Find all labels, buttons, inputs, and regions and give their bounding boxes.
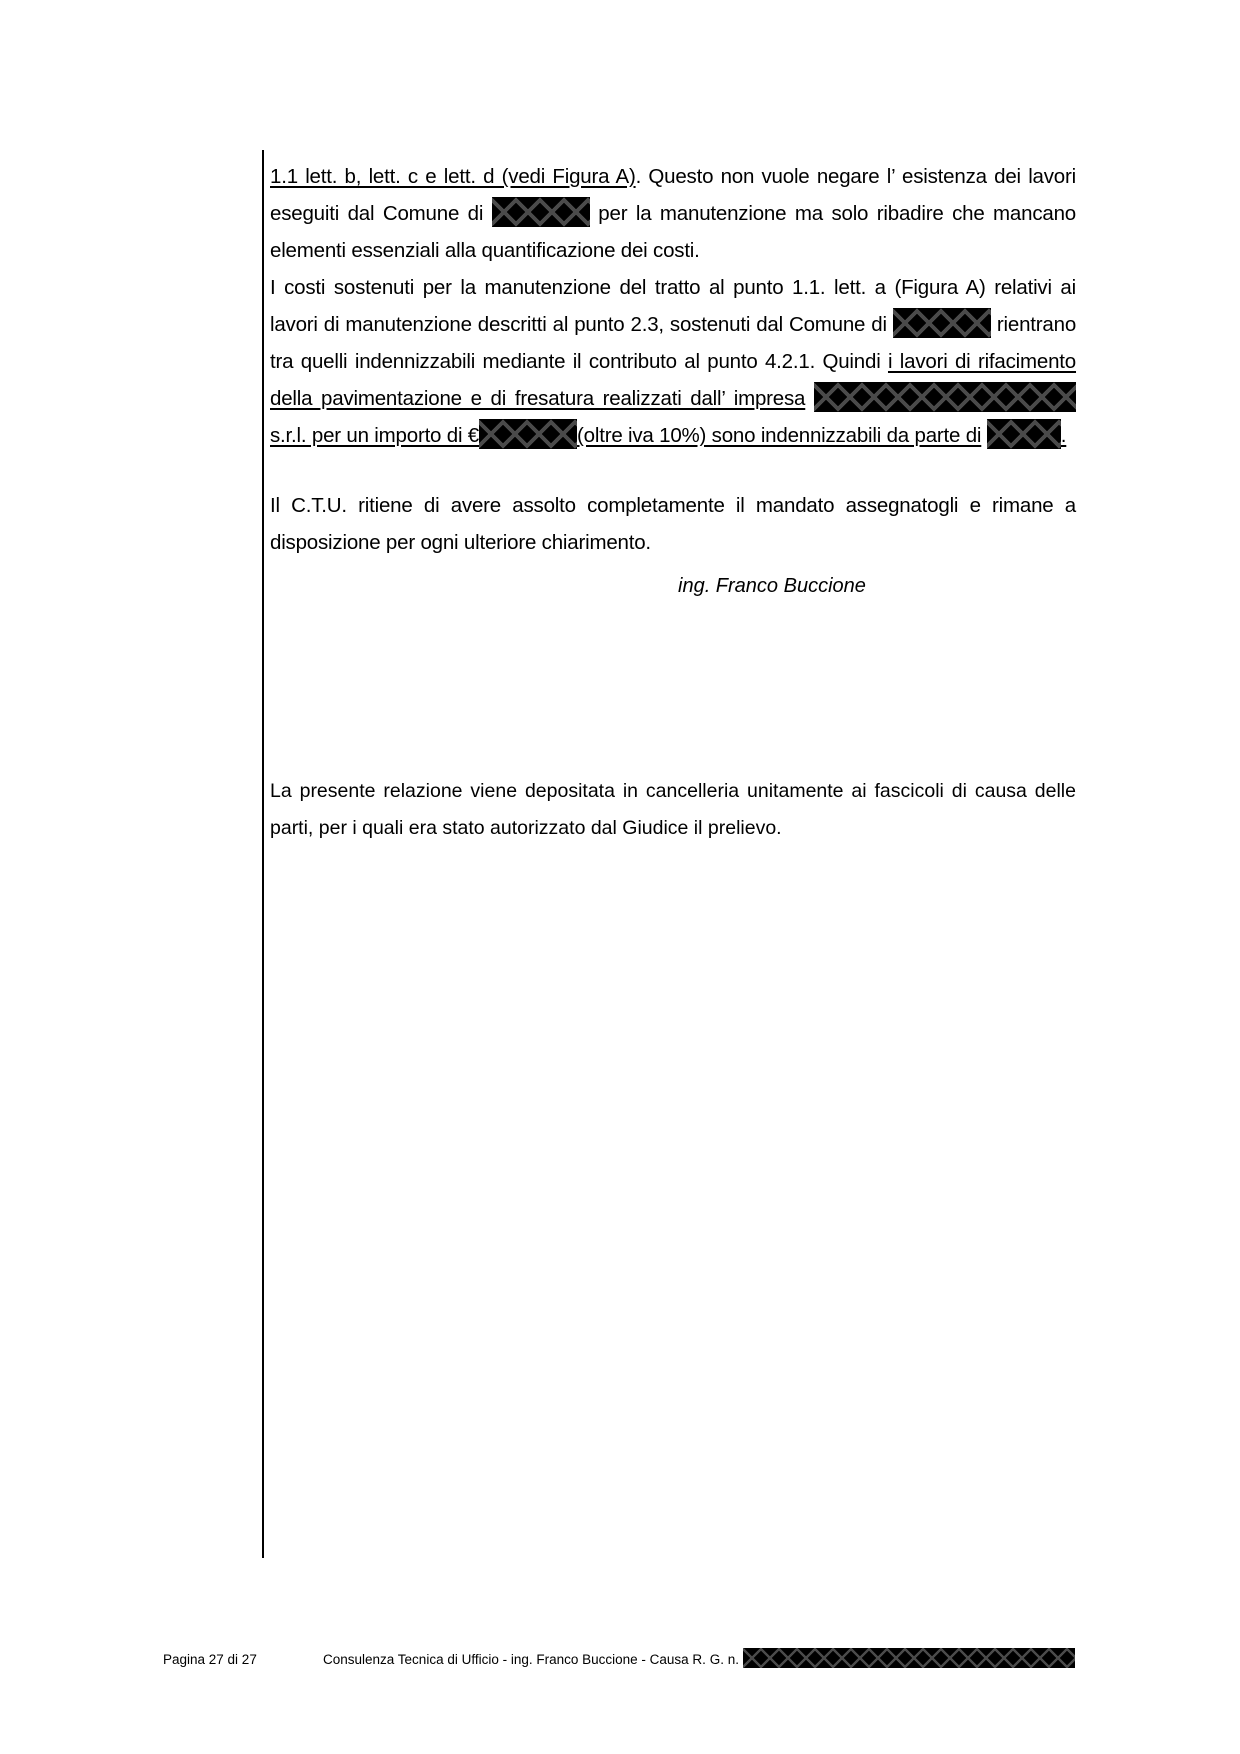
redaction-block bbox=[479, 419, 577, 449]
paragraph-1: 1.1 lett. b, lett. c e lett. d (vedi Figura A). Questo non vuole negare l’ esistenza dei lavori eseguiti dal Comune di per la manutenzione ma solo ribadire che mancano elementi essenziali alla quantificazione dei costi. bbox=[270, 165, 1076, 262]
page-number: Pagina 27 di 27 bbox=[163, 1652, 257, 1667]
redaction-block bbox=[987, 419, 1061, 449]
left-margin-rule bbox=[262, 150, 264, 1558]
figure-reference: 1.1 lett. b, lett. c e lett. d (vedi Figura A) bbox=[270, 165, 636, 188]
paragraph-3: Il C.T.U. ritiene di avere assolto completamente il mandato assegnatogli e rimane a disposizione per ogni ulteriore chiarimento. bbox=[270, 494, 1076, 554]
footer-text: Consulenza Tecnica di Ufficio - ing. Franco Buccione - Causa R. G. n. bbox=[323, 1652, 739, 1667]
redaction-block bbox=[743, 1648, 1075, 1668]
signature: ing. Franco Buccione bbox=[678, 575, 866, 597]
paragraph-2: I costi sostenuti per la manutenzione del tratto al punto 1.1. lett. a (Figura A) relativi ai lavori di manutenzione descritti al punto 2.3, sostenuti dal Comune di rientrano tra quelli indennizzabili mediante il contributo al punto 4.2.1. Quindi i lavori di rifacimento della pavimentazione e di fresatura realizzati dall’ impresa s.r.l. per un importo di € (oltre iva 10%) sono indennizzabili da parte di . bbox=[270, 276, 1077, 447]
redaction-block bbox=[492, 197, 590, 227]
redaction-block bbox=[893, 308, 991, 338]
document-body bbox=[270, 158, 1076, 847]
filing-note: La presente relazione viene depositata in cancelleria unitamente ai fascicoli di causa delle parti, per i quali era stato autorizzato dal Giudice il prelievo. bbox=[270, 780, 1076, 839]
redaction-block bbox=[814, 382, 1076, 412]
